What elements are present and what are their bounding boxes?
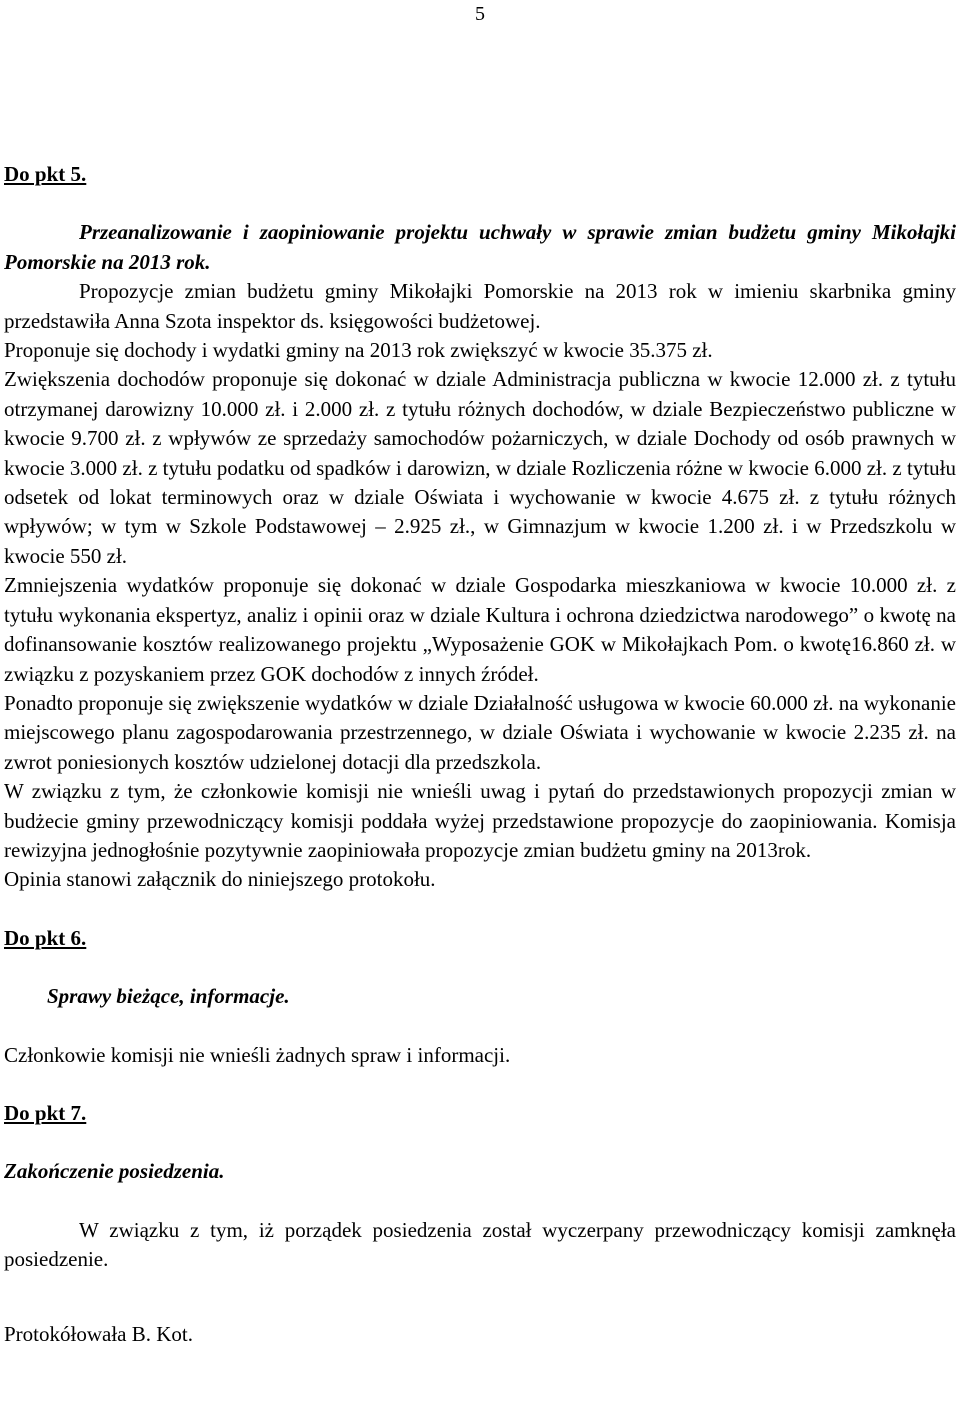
- paragraph: W związku z tym, że członkowie komisji nie wnieśli uwag i pytań do przedstawionych propozycji zmian w budżecie gminy przewodniczący komisji poddała wyżej przedstawione propozycje do zaopiniowania. Komisja rewizyjna jednogłośnie pozytywnie zaopiniowała propozycje zmian budżetu gminy na 2013rok.: [4, 779, 956, 862]
- section-pkt-5: [4, 160, 956, 895]
- section-title: Zakończenie posiedzenia.: [4, 1159, 225, 1184]
- section-pkt-7: [4, 1099, 956, 1275]
- paragraph: Członkowie komisji nie wnieśli żadnych spraw i informacji.: [4, 1042, 511, 1067]
- page-number: 5: [475, 3, 485, 25]
- paragraph: Propozycje zmian budżetu gminy Mikołajki Pomorskie na 2013 rok w imieniu skarbnika gminy przedstawiła Anna Szota inspektor ds. księgowości budżetowej.: [4, 279, 956, 333]
- section-title: Sprawy bieżące, informacje.: [47, 984, 290, 1009]
- signature: Protokółowała B. Kot.: [4, 1321, 193, 1346]
- section-heading: Do pkt 7.: [4, 1100, 87, 1125]
- document-body: [4, 160, 956, 1349]
- paragraph: Proponuje się dochody i wydatki gminy na 2013 rok zwiększyć w kwocie 35.375 zł.: [4, 338, 713, 363]
- paragraph: Zmniejszenia wydatków proponuje się dokonać w dziale Gospodarka mieszkaniowa w kwocie 10.000 zł. z tytułu wykonania ekspertyz, analiz i opinii oraz w dziale Kultura i ochrona dziedzictwa narodowego” o kwotę na dofinansowanie kosztów realizowanego projektu „Wyposażenie GOK w Mikołajkach Pom. o kwotę16.860 zł. w związku z pozyskaniem przez GOK dochodów z innych źródeł.: [4, 573, 956, 686]
- paragraph: Ponadto proponuje się zwiększenie wydatków w dziale Działalność usługowa w kwocie 60.000 zł. na wykonanie miejscowego planu zagospodarowania przestrzennego, w dziale Oświata i wychowanie w kwocie 2.235 zł. na zwrot poniesionych kosztów udzielonej dotacji dla przedszkola.: [4, 690, 956, 774]
- section-title: Przeanalizowanie i zaopiniowanie projektu uchwały w sprawie zmian budżetu gminy Mikołajki Pomorskie na 2013 rok.: [4, 220, 956, 274]
- paragraph: Zwiększenia dochodów proponuje się dokonać w dziale Administracja publiczna w kwocie 12.000 zł. z tytułu otrzymanej darowizny 10.000 zł. i 2.000 zł. z tytułu różnych dochodów, w dziale Bezpieczeństwo publiczne w kwocie 9.700 zł. z wpływów ze sprzedaży samochodów pożarniczych, w dziale Dochody od osób prawnych w kwocie 3.000 zł. z tytułu podatku od spadków i darowizn, w dziale Rozliczenia różne w kwocie 6.000 zł. z tytułu odsetek od lokat terminowych oraz w dziale Oświata i wychowanie w kwocie 4.675 zł. z tytułu różnych wpływów; w tym w Szkole Podstawowej – 2.925 zł., w Gimnazjum w kwocie 1.200 zł. i w Przedszkolu w kwocie 550 zł.: [4, 367, 956, 568]
- paragraph: W związku z tym, iż porządek posiedzenia został wyczerpany przewodniczący komisji zamknęła posiedzenie.: [4, 1217, 956, 1272]
- section-pkt-6: [4, 924, 956, 1070]
- section-heading: Do pkt 5.: [4, 162, 87, 186]
- section-heading: Do pkt 6.: [4, 925, 87, 950]
- paragraph: Opinia stanowi załącznik do niniejszego protokołu.: [4, 867, 436, 892]
